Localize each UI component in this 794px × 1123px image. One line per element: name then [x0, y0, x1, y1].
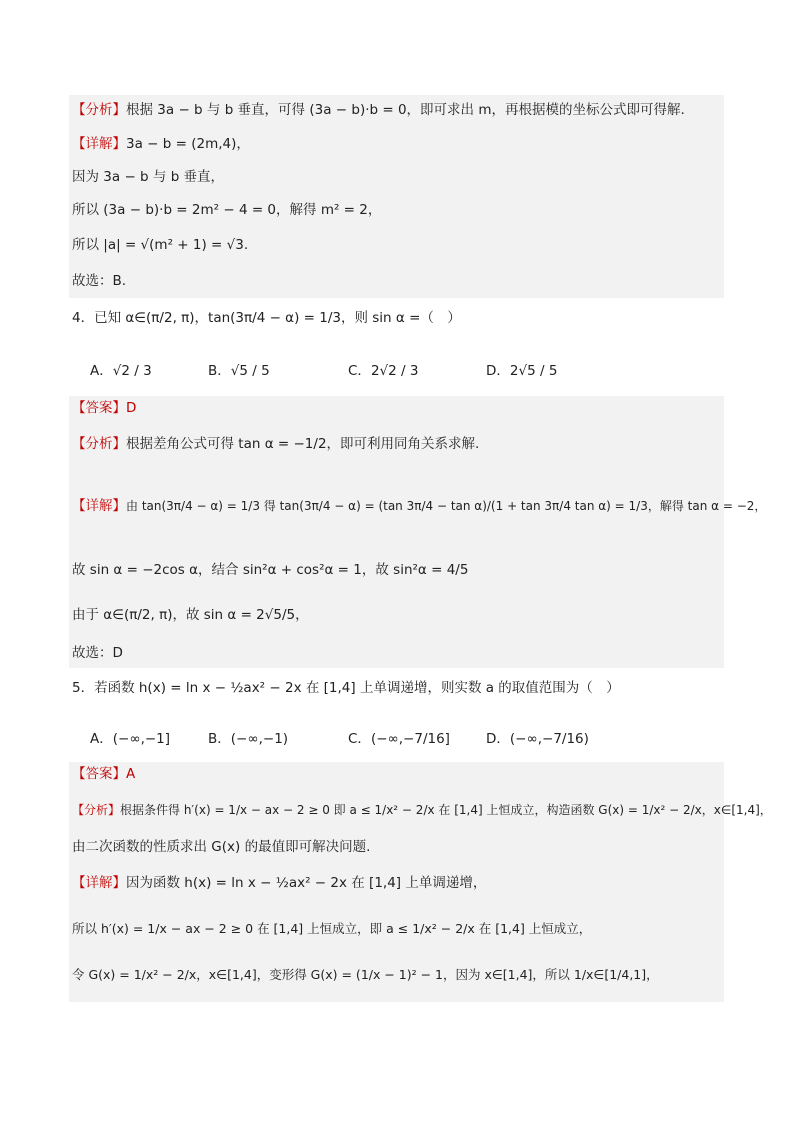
detail-label: 【详解】 [72, 136, 126, 152]
option-c-q4 [348, 359, 418, 379]
analysis-text: 根据条件得 h′(x) = 1/x − ax − 2 ≥ 0 即 a ≤ 1/x² − 2/x 在 [1,4] 上恒成立，构造函数 G(x) = 1/x² − 2/x，x∈[1,4]， [120, 803, 772, 817]
analysis-line-q5-cont: 由二次函数的性质求出 G(x) 的最值即可解决问题. [72, 839, 371, 855]
detail-text: 因为函数 h(x) = ln x − ½ax² − 2x 在 [1,4] 上单调递增， [126, 875, 487, 891]
option-letter: A． [90, 731, 113, 747]
option-c-q5 [348, 727, 450, 747]
analysis-label: 【分析】 [72, 102, 126, 118]
detail-text: 3a − b = (2m,4)， [126, 136, 250, 152]
solution-line: 由于 α∈(π/2, π)，故 sin α = 2√5/5， [72, 607, 309, 623]
detail-label: 【详解】 [72, 498, 126, 514]
option-value: 2√5 / 5 [509, 363, 558, 379]
option-letter: C． [348, 731, 371, 747]
analysis-line-q5 [72, 801, 772, 819]
option-b-q4 [208, 359, 270, 379]
option-letter: C． [348, 363, 371, 379]
solution-line: 所以 |a| = √(m² + 1) = √3. [72, 237, 249, 253]
detail-text: 由 tan(3π/4 − α) = 1/3 得 tan(3π/4 − α) = (tan 3π/4 − tan α)/(1 + tan 3π/4 tan α) = 1/3，解得 tan α = −2， [126, 499, 767, 513]
answer-line-q4 [72, 399, 136, 417]
option-value: √2 / 3 [112, 363, 152, 379]
option-value: √5 / 5 [230, 363, 270, 379]
answer-label: 【答案】 [72, 400, 126, 416]
solution-line: 所以 h′(x) = 1/x − ax − 2 ≥ 0 在 [1,4] 上恒成立，即 a ≤ 1/x² − 2/x 在 [1,4] 上恒成立， [72, 921, 592, 936]
answer-value: D [126, 400, 137, 416]
option-letter: A． [90, 363, 113, 379]
question-stem-q5: 5．若函数 h(x) = ln x − ½ax² − 2x 在 [1,4] 上单调递增，则实数 a 的取值范围为（ ） [72, 680, 620, 696]
choice-line: 故选：D [72, 645, 123, 661]
question-stem-q4: 4．已知 α∈(π/2, π)，tan(3π/4 − α) = 1/3，则 sin α =（ ） [72, 310, 461, 326]
option-letter: B． [208, 363, 231, 379]
answer-label: 【答案】 [72, 766, 126, 782]
detail-line-q3 [72, 135, 250, 153]
solution-line: 故 sin α = −2cos α，结合 sin²α + cos²α = 1，故 sin²α = 4/5 [72, 562, 469, 578]
option-value: (−∞,−7/16] [370, 731, 450, 747]
analysis-label: 【分析】 [72, 803, 121, 817]
option-d-q4 [486, 359, 557, 379]
option-letter: B． [208, 731, 231, 747]
solution-line: 令 G(x) = 1/x² − 2/x，x∈[1,4]，变形得 G(x) = (1/x − 1)² − 1，因为 x∈[1,4]，所以 1/x∈[1/4,1]， [72, 967, 659, 982]
solution-block-q3 [69, 95, 724, 298]
detail-line-q5 [72, 874, 486, 892]
solution-line: 所以 (3a − b)·b = 2m² − 4 = 0，解得 m² = 2， [72, 202, 382, 218]
option-d-q5 [486, 727, 589, 747]
answer-value: A [126, 766, 136, 782]
choice-line: 故选：B. [72, 273, 127, 289]
answer-line-q5 [72, 765, 135, 783]
detail-line-q4 [72, 497, 766, 515]
analysis-label: 【分析】 [72, 436, 126, 452]
option-letter: D． [486, 363, 510, 379]
option-value: (−∞,−1] [112, 731, 171, 747]
option-a-q5 [90, 727, 170, 747]
option-b-q5 [208, 727, 288, 747]
analysis-line-q3 [72, 101, 685, 119]
option-value: (−∞,−1) [230, 731, 289, 747]
analysis-text: 根据 3a − b 与 b 垂直，可得 (3a − b)·b = 0，即可求出 m，再根据模的坐标公式即可得解. [126, 102, 685, 118]
option-a-q4 [90, 359, 152, 379]
detail-label: 【详解】 [72, 875, 126, 891]
analysis-line-q4 [72, 435, 479, 453]
option-value: 2√2 / 3 [370, 363, 419, 379]
option-letter: D． [486, 731, 510, 747]
analysis-text: 根据差角公式可得 tan α = −1/2，即可利用同角关系求解. [126, 436, 480, 452]
option-value: (−∞,−7/16) [509, 731, 589, 747]
solution-line: 因为 3a − b 与 b 垂直， [72, 169, 225, 185]
